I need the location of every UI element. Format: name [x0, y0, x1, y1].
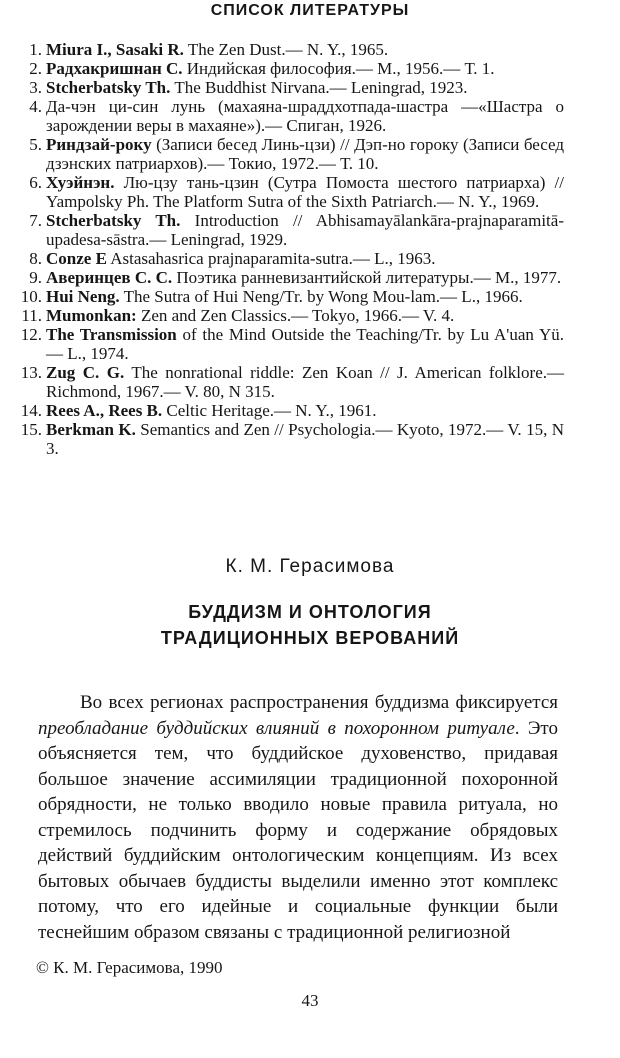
reference-number: 13. [20, 363, 42, 382]
reference-number: 2. [29, 59, 42, 78]
reference-number: 14. [20, 401, 42, 420]
reference-item [16, 306, 564, 325]
reference-text [46, 173, 564, 211]
reference-details: Semantics and Zen // Psychologia.— Kyoto, 1972.— V. 15, N 3. [46, 420, 564, 458]
reference-author: Berkman K. [46, 420, 136, 439]
reference-item [16, 325, 564, 363]
reference-text [46, 40, 564, 59]
article-author: К. М. Герасимова [225, 556, 395, 577]
reference-author: The Transmission [46, 325, 177, 344]
reference-number: 6. [29, 173, 42, 192]
bibliography-heading: СПИСОК ЛИТЕРАТУРЫ [210, 2, 410, 19]
reference-details: of the Mind Outside the Teaching/Tr. by Lu A'uan Yü.— L., 1974. [46, 325, 564, 363]
reference-details: Astasahasrica prajnaparamita-sutra.— L., 1963. [106, 249, 436, 268]
reference-number: 15. [20, 420, 42, 439]
reference-details: Поэтика ранневизантийской литературы.— М., 1977. [172, 268, 562, 287]
reference-item [16, 173, 564, 211]
article-title-line-2: ТРАДИЦИОННЫХ ВЕРОВАНИЙ [160, 628, 460, 648]
reference-text [46, 306, 564, 325]
reference-item [16, 420, 564, 458]
reference-author: Stcherbatsky Th. [46, 78, 171, 97]
body-text-end: . Это объясняется тем, что буддийское духовенство, придавая большое значение ассимиляции традиционной похоронной обрядности, не только вводило новые правила ритуала, но стремилось подчинить форму и содержание обрядовых действий буддийским онтологическим концепциям. Из всех бытовых обычаев буддисты выделили именно этот комплекс потому, что его идейные и социальные функции были теснейшим образом связаны с традиционной религиозной [38, 717, 558, 943]
reference-text [46, 78, 564, 97]
reference-author: Mumonkan: [46, 306, 137, 325]
reference-text [46, 401, 564, 420]
reference-details: (Записи бесед Линь-цзи) // Дэп-но гороку (Записи бесед дзэнских патриархов).— Токио, 1972.— Т. 10. [46, 135, 564, 173]
reference-author: Stcherbatsky Th. [46, 211, 181, 230]
reference-item [16, 97, 564, 135]
reference-text [46, 420, 564, 458]
reference-author: Rees A., Rees B. [46, 401, 163, 420]
reference-author: Хуэйнэн. [46, 173, 115, 192]
reference-text [46, 59, 564, 78]
page-number: 43 [301, 991, 319, 1010]
reference-number: 9. [29, 268, 42, 287]
reference-number: 7. [29, 211, 42, 230]
reference-author: Hui Neng. [46, 287, 120, 306]
body-text-italic: преобладание буддийских влияний в похоронном ритуале [38, 717, 515, 739]
reference-details: Индийская философия.— М., 1956.— Т. 1. [182, 59, 495, 78]
reference-number: 5. [29, 135, 42, 154]
reference-text [46, 363, 564, 401]
reference-item [16, 40, 564, 59]
reference-details: Да-чэн ци-син лунь (махаяна-шраддхотпада-шастра —«Шастра о зарождении веры в махаяне»).— Спиган, 1926. [46, 97, 564, 135]
reference-item [16, 135, 564, 173]
reference-author: Miura I., Sasaki R. [46, 40, 184, 59]
reference-number: 12. [20, 325, 42, 344]
reference-details: The Sutra of Hui Neng/Tr. by Wong Mou-lam.— L., 1966. [119, 287, 523, 306]
reference-details: Zen and Zen Classics.— Tokyo, 1966.— V. 4. [136, 306, 455, 325]
reference-item [16, 287, 564, 306]
reference-text [46, 97, 564, 135]
reference-text [46, 287, 564, 306]
reference-text [46, 135, 564, 173]
reference-number: 11. [21, 306, 42, 325]
reference-text [46, 211, 564, 249]
reference-details: The Buddhist Nirvana.— Leningrad, 1923. [170, 78, 468, 97]
article-body-paragraph [38, 690, 558, 945]
reference-text [46, 325, 564, 363]
article-title [0, 599, 620, 651]
reference-details: Celtic Heritage.— N. Y., 1961. [162, 401, 377, 420]
reference-details: Лю-цзу тань-цзин (Сутра Помоста шестого патриарха) // Yampolsky Ph. The Platform Sutra of the Sixth Patriarch.— N. Y., 1969. [46, 173, 564, 211]
copyright-notice: © К. М. Герасимова, 1990 [36, 958, 223, 977]
reference-item [16, 363, 564, 401]
reference-number: 1. [29, 40, 42, 59]
reference-author: Риндзай-року [46, 135, 152, 154]
reference-number: 3. [29, 78, 42, 97]
body-text-start: Во всех регионах распространения буддизма фиксируется [80, 692, 558, 713]
reference-text [46, 249, 564, 268]
reference-item [16, 59, 564, 78]
reference-author: Радхакришнан С. [46, 59, 183, 78]
reference-number: 10. [20, 287, 42, 306]
reference-author: Аверинцев С. С. [46, 268, 173, 287]
reference-item [16, 78, 564, 97]
reference-author: Zug C. G. [46, 363, 125, 382]
reference-text [46, 268, 564, 287]
reference-item [16, 211, 564, 249]
reference-details: The Zen Dust.— N. Y., 1965. [183, 40, 389, 59]
reference-details: The nonrational riddle: Zen Koan // J. American folklore.— Richmond, 1967.— V. 80, N 315. [46, 363, 564, 401]
reference-number: 8. [29, 249, 42, 268]
reference-details: Introduction // Abhisamayālankāra-prajnaparamitā-upadesa-sāstra.— Leningrad, 1929. [46, 211, 564, 249]
reference-author: Conze E [46, 249, 107, 268]
reference-number: 4. [29, 97, 42, 116]
reference-item [16, 249, 564, 268]
article-title-line-1: БУДДИЗМ И ОНТОЛОГИЯ [188, 602, 432, 622]
reference-item [16, 401, 564, 420]
reference-item [16, 268, 564, 287]
reference-list [16, 40, 564, 458]
